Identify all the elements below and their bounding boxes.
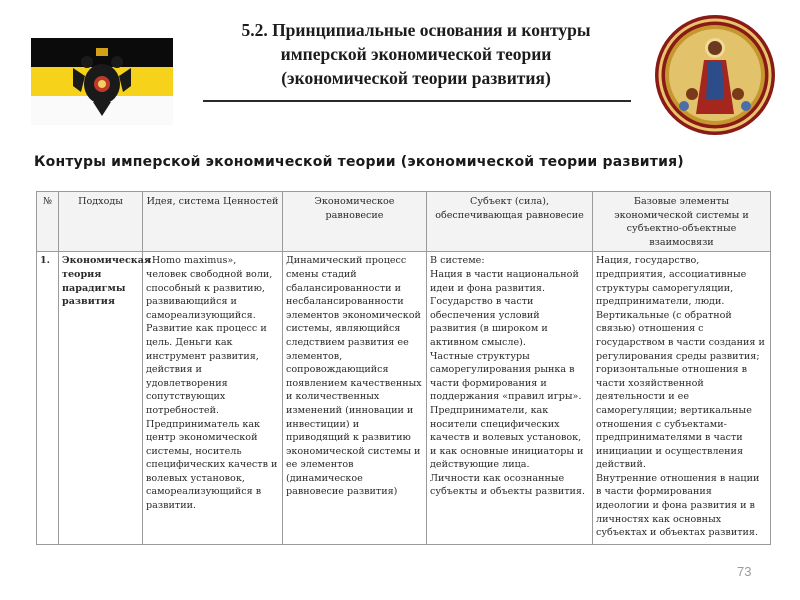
table-header-row: [37, 192, 771, 252]
title-line-2: имперской экономической теории: [280, 44, 552, 64]
table-row: [37, 252, 771, 545]
row-equilibrium: Динамический процесс смены стадий сбалансированности и несбалансированности элементов экономической системы, являющийся следствием развития ее элементов, сопровождающийся появлением качественных и количественных изменений (инновации и инвестиции) и приводящий к развитию экономической системы и ее элементов (динамическое равновесие развития): [283, 252, 427, 545]
theory-table: [36, 191, 771, 545]
imperial-flag-icon: [31, 38, 173, 125]
col-header-idea: Идея, система Ценностей: [143, 192, 283, 252]
double-headed-eagle-icon: [71, 46, 133, 118]
christ-icon-medallion: [654, 14, 776, 136]
row-idea: «Homo maximus», человек свободной воли, способный к развитию, развивающийся и самореализующийся. Развитие как процесс и цель. Деньги как инструмент развития, действия и удовлетворения сопутствующих потребностей. Предприниматель как центр экономической системы, носитель специфических качеств и волевых установок, самореализующийся в развитии.: [143, 252, 283, 545]
col-header-number: №: [37, 192, 59, 252]
row-elements: Нация, государство, предприятия, ассоциативные структуры саморегуляции, предприниматели, люди. Вертикальные (с обратной связью) отношения с государством в части создания и регулирования среды развития; горизонтальные отношения в части хозяйственной деятельности и ее саморегуляции; вертикальные отношения с субъектами-предпринимателями в части инициации и осуществления действий. Внутренние отношения в нации в части формирования идеологии и фона развития и в личностях как основных субъектах и объектах развития.: [593, 252, 771, 545]
col-header-equilibrium: Экономическое равновесие: [283, 192, 427, 252]
row-subject: В системе: Нация в части национальной идеи и фона развития. Государство в части обеспечения условий развития (в широком и активном смысле). Частные структуры саморегулирования рынка в части формирования и поддержания «правил игры». Предприниматели, как носители специфических качеств и волевых установок, и как основные инициаторы и действующие лица. Личности как осознанные субъекты и объекты развития.: [427, 252, 593, 545]
col-header-approaches: Подходы: [59, 192, 143, 252]
table-caption: Контуры имперской экономической теории (экономической теории развития): [34, 154, 684, 170]
title-line-1: 5.2. Принципиальные основания и контуры: [241, 20, 591, 40]
title-divider: [203, 100, 631, 102]
page-title: [200, 18, 632, 90]
page-number: 73: [737, 564, 752, 579]
title-line-3: (экономической теории развития): [281, 68, 551, 88]
col-header-elements: Базовые элементы экономической системы и субъектно-объектные взаимосвязи: [593, 192, 771, 252]
row-approach: Экономическая теория парадигмы развития: [59, 252, 143, 545]
col-header-subject: Субъект (сила), обеспечивающая равновесие: [427, 192, 593, 252]
row-number: 1.: [37, 252, 59, 545]
